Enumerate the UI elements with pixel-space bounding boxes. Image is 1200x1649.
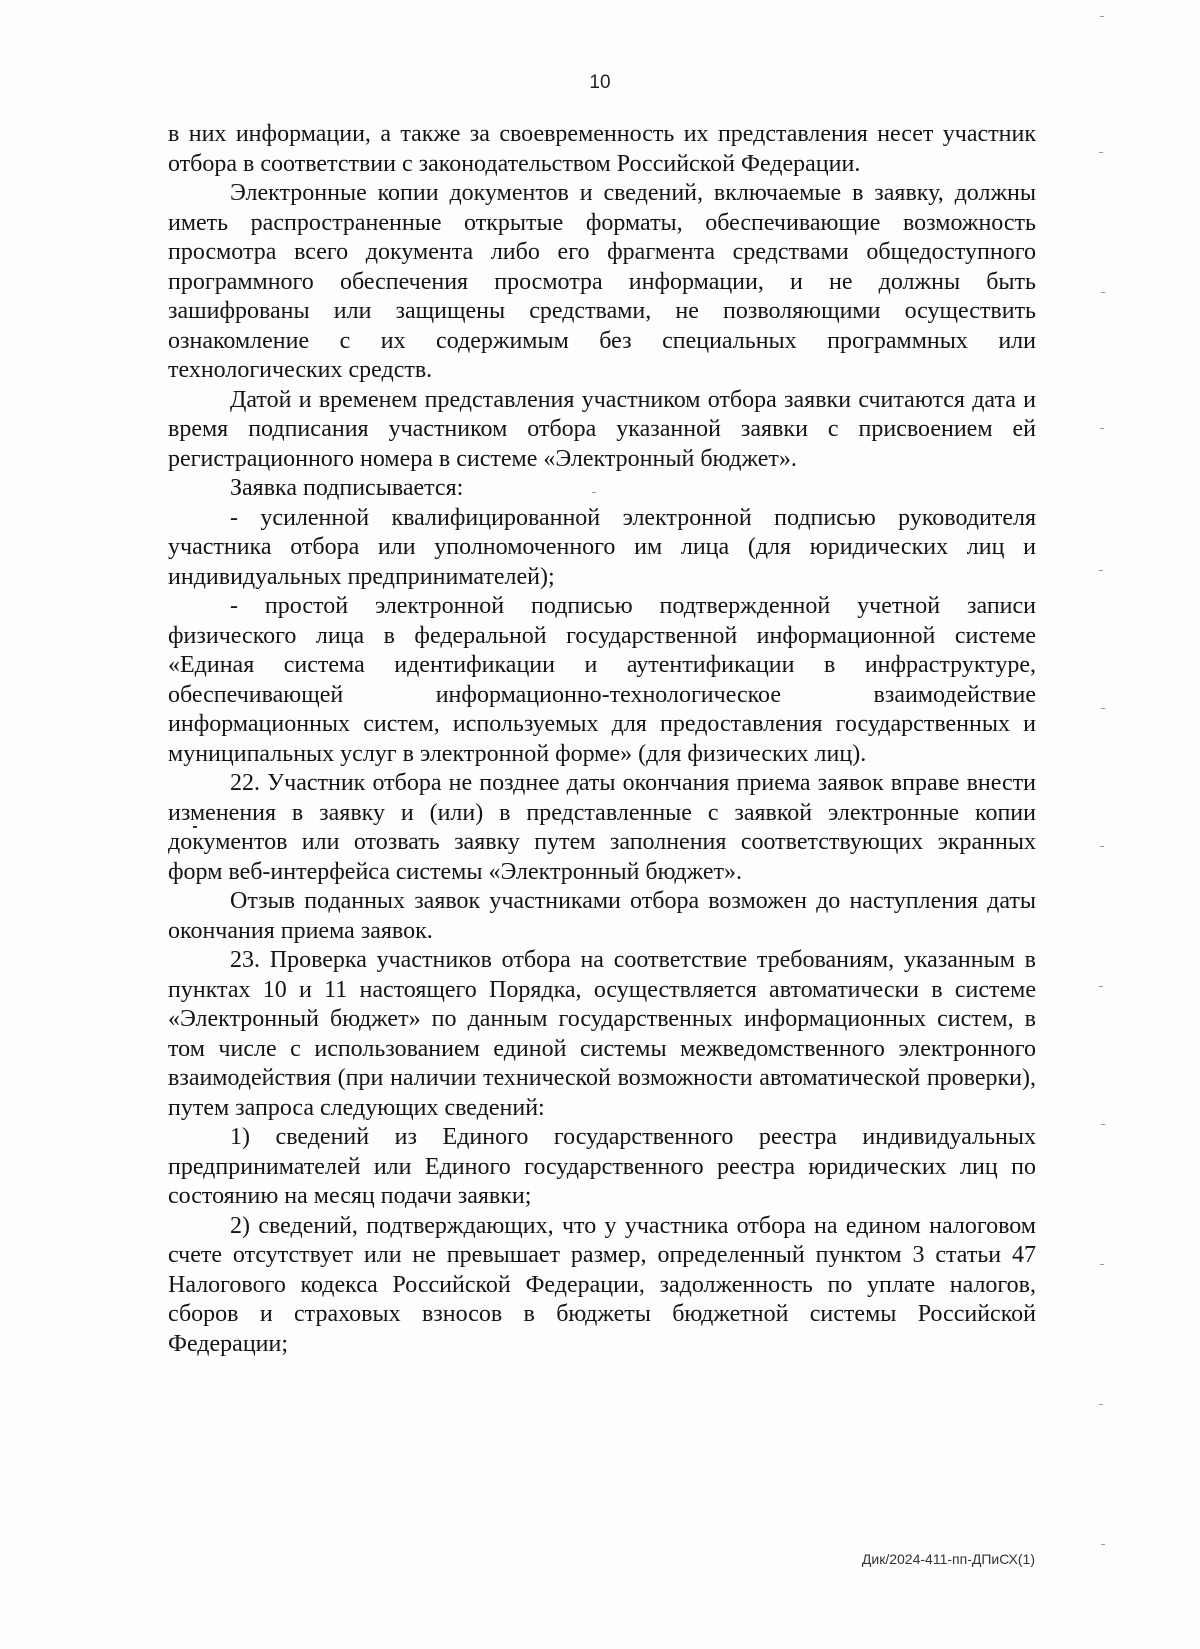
document-body xyxy=(168,120,1036,1359)
scan-edge-mark xyxy=(1100,1264,1104,1265)
scan-edge-mark xyxy=(1101,292,1105,293)
paragraph-clause-23: 23. Проверка участников отбора на соответствие требованиям, указанным в пунктах 10 и 11 настоящего Порядка, осуществляется автоматически в системе «Электронный бюджет» по данным государственных информационных систем, в том числе с использованием единой системы межведомственного электронного взаимодействия (при наличии технической возможности автоматической проверки), путем запроса следующих сведений: xyxy=(168,947,1036,1121)
scan-edge-mark xyxy=(1099,986,1103,987)
paragraph-submission-date: Датой и временем представления участником отбора заявки считаются дата и время подписания участником отбора указанной заявки с присвоением ей регистрационного номера в системе «Электронный бюджет». xyxy=(168,386,1036,472)
scan-edge-mark xyxy=(1100,846,1104,847)
paragraph-clause-22: 22. Участник отбора не позднее даты окончания приема заявок вправе внести изменения в заявку и (или) в представленные с заявкой электронные копии документов или отозвать заявку путем заполнения соответствующих экранных форм веб-интерфейса системы «Электронный бюджет». xyxy=(168,770,1036,885)
scan-edge-mark xyxy=(1100,428,1104,429)
paragraph-signature-qualified: - усиленной квалифицированной электронной подписью руководителя участника отбора или уполномоченного им лица (для юридических лиц и индивидуальных предпринимателей); xyxy=(168,504,1036,590)
paragraph-signature-simple: - простой электронной подписью подтвержденной учетной записи физического лица в федеральной государственной информационной системе «Единая система идентификации и аутентификации в инфраструктуре, обеспечивающей информационно-технологическое взаимодействие информационных систем, используемых для предоставления государственных и муниципальных услуг в электронной форме» (для физических лиц). xyxy=(168,593,1036,767)
scan-edge-mark xyxy=(1099,152,1103,153)
scan-edge-mark xyxy=(1099,570,1103,571)
scan-edge-mark xyxy=(1101,1544,1105,1545)
scan-edge-mark xyxy=(1101,708,1105,709)
scan-edge-mark xyxy=(1099,1404,1103,1405)
paragraph-continuation: в них информации, а также за своевременность их представления несет участник отбора в соответствии с законодательством Российской Федерации. xyxy=(168,121,1036,177)
page-number: 10 xyxy=(589,72,611,93)
scan-dot-mark xyxy=(193,826,197,828)
scan-edge-mark xyxy=(1101,1124,1105,1125)
scan-edge-mark xyxy=(1100,16,1104,17)
paragraph-item-1: 1) сведений из Единого государственного реестра индивидуальных предпринимателей или Единого государственного реестра юридических лиц по состоянию на месяц подачи заявки; xyxy=(168,1124,1036,1209)
scan-dot-mark xyxy=(592,492,596,493)
paragraph-electronic-copies: Электронные копии документов и сведений, включаемые в заявку, должны иметь распространенные открытые форматы, обеспечивающие возможность просмотра всего документа либо его фрагмента средствами общедоступного программного обеспечения просмотра информации, и не должны быть зашифрованы или защищены средствами, не позволяющими осуществить ознакомление с их содержимым без специальных программных или технологических средств. xyxy=(168,180,1036,383)
paragraph-signing-intro: Заявка подписывается: xyxy=(230,475,464,501)
paragraph-item-2: 2) сведений, подтверждающих, что у участника отбора на едином налоговом счете отсутствует или не превышает размер, определенный пунктом 3 статьи 47 Налогового кодекса Российской Федерации, задолженность по уплате налогов, сборов и страховых взносов в бюджеты бюджетной системы Российской Федерации; xyxy=(168,1212,1036,1357)
document-code: Дик/2024-411-пп-ДПиСХ(1) xyxy=(861,1551,1035,1567)
paragraph-withdrawal: Отзыв поданных заявок участниками отбора возможен до наступления даты окончания приема заявок. xyxy=(168,888,1036,944)
